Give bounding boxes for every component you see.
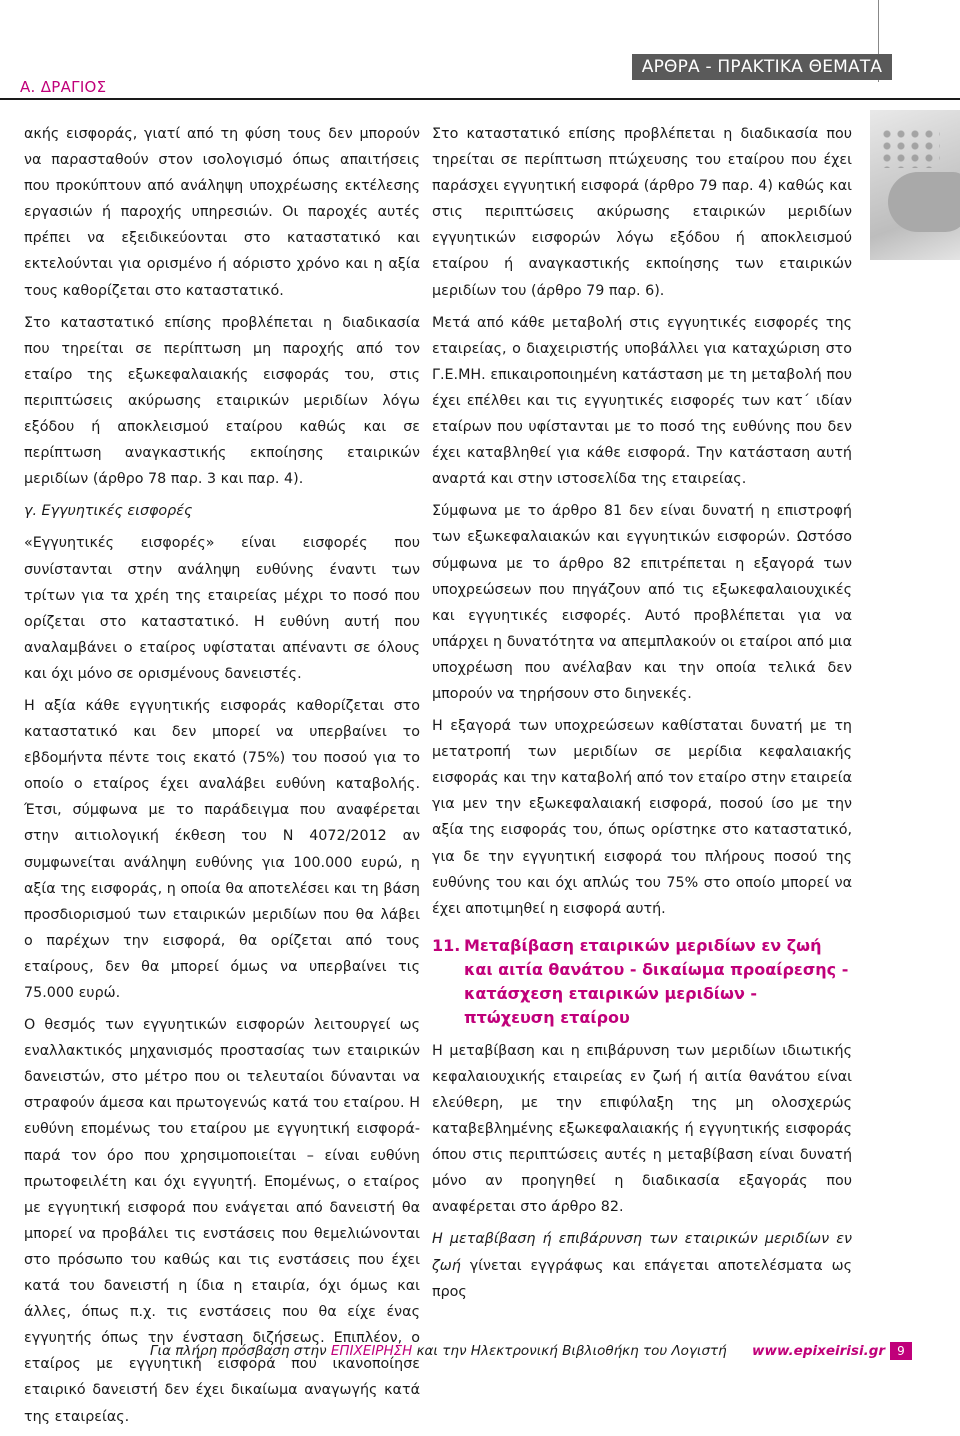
footer-website-link[interactable]: www.epixeirisi.gr xyxy=(752,1343,886,1359)
left-paragraph-4: Η αξία κάθε εγγυητικής εισφοράς καθορίζεται στο καταστατικό και δεν μπορεί να υπερβαίνει το εβδομήντα πέντε τοις εκατό (75%) του ποσού για το οποίο ο εταίρος έχει αναλάβει ευθύνη καταβολής. Έτσι, σύμφωνα με το παράδειγμα που αναφέρεται στην αιτιολογική έκθεση του Ν 4072/2012 αν συμφωνείται ανάληψη ευθύνης για 100.000 ευρώ, η αξία της εισφοράς, η οποία θα αποτελέσει και τη βάση προσδιορισμού των εταιρικών μεριδίων που θα λάβει ο παρέχων την εισφορά, θα ορίζεται από τους εταίρους, δεν θα μπορεί όμως να υπερβαίνει τις 75.000 ευρώ. xyxy=(24,697,420,1001)
left-column xyxy=(24,121,420,1436)
left-paragraph-5: Ο θεσμός των εγγυητικών εισφορών λειτουργεί ως εναλλακτικός μηχανισμός προστασίας των εταιρικών δανειστών, στο μέτρο που οι τελευταίοι δύνανται να στραφούν άμεσα και πρωτογενώς κατά του εταίρου. Η ευθύνη επομένως του εταίρου με εγγυητική εισφορά-παρά τον όρο που χρησιμοποιείται – είναι ευθύνη πρωτοφειλέτη και όχι εγγυητή. Επομένως, ο εταίρος με εγγυητική εισφορά που ενάγεται από δανειστή θα μπορεί να προβάλει τις ενστάσεις που θεμελιώνονται στο πρόσωπο του καθώς και τις ενστάσεις που έχει κατά του δανειστή η ίδια η εταιρία, όχι όμως και άλλες, όπως π.χ. τις ενστάσεις που θα είχε ένας εγγυητής όπως την ένσταση διζήσεως. Επιπλέον, ο εταίρος με εγγυητική εισφορά που ικανοποίησε εταιρικό δανειστή δεν έχει δικαίωμα αναγωγής κατά της εταιρείας. xyxy=(24,1017,420,1425)
section-header-band: ΑΡΘΡΑ - ΠΡΑΚΤΙΚΑ ΘΕΜΑΤΑ xyxy=(632,54,892,80)
calculator-photo xyxy=(870,110,960,260)
section-title: Μεταβίβαση εταιρικών μεριδίων εν ζωή και αιτία θανάτου - δικαίωμα προαίρεσης - κατάσχεση εταιρικών μεριδίων - πτώχευση εταίρου xyxy=(464,935,849,1027)
footer-text xyxy=(150,1340,727,1362)
left-paragraph-2: Στο καταστατικό επίσης προβλέπεται η διαδικασία που τηρείται σε περίπτωση μη παροχής από τον εταίρο της εξωκεφαλαιακής εισφοράς του, στις περιπτώσεις ακύρωσης εταιρικών μεριδίων λόγω εξόδου ή αποκλεισμού εταίρου καθώς και σε περίπτωση αναγκαστικής εκποίησης εταιρικών μεριδίων (άρθρο 78 παρ. 3 και παρ. 4). xyxy=(24,314,420,488)
italic-lead: Η μεταβίβαση ή επιβάρυνση των εταιρικών μεριδίων εν ζωή xyxy=(432,1231,852,1274)
page-footer xyxy=(0,1340,960,1362)
right-column xyxy=(432,121,852,1311)
paragraph-continuation: γίνεται εγγράφως και επάγεται αποτελέσματα ως προς xyxy=(432,1257,852,1300)
right-paragraph-2: Μετά από κάθε μεταβολή στις εγγυητικές εισφορές της εταιρείας, ο διαχειριστής υποβάλλει για καταχώριση στο Γ.Ε.ΜΗ. επικαιροποιημένη κατάσταση με τη μεταβολή που έχει επέλθει και τις εγγυητικές εισφορές των κατ΄ ιδίαν εταίρων που υφίστανται με το ποσό της ευθύνης που δεν έχει καταβληθεί για κάθε εισφορά. Την κατάσταση αυτή αναρτά και στην ιστοσελίδα της εταιρείας. xyxy=(432,314,852,488)
footer-brand: ΕΠΙΧΕΙΡΗΣΗ xyxy=(330,1343,413,1359)
page-number: 9 xyxy=(890,1342,912,1360)
calculator-keys-image xyxy=(880,128,940,168)
right-paragraph-3: Σύμφωνα με το άρθρο 81 δεν είναι δυνατή η επιστροφή των εξωκεφαλαιακών και εγγυητικών εισφορών. Ωστόσο σύμφωνα με το άρθρο 82 επιτρέπεται η εξαγορά των υποχρεώσεων που πηγάζουν από τις εξωκεφαλαιουχικές και εγγυητικές εισφορές. Αυτό προβλέπεται για να υπάρχει η δυνατότητα να απεμπλακούν οι εταίροι από μια υποχρέωση που ανέλαβαν και την οποία τελικά δεν μπορούν να τηρήσουν στο διηνεκές. xyxy=(432,503,852,702)
header-rule xyxy=(0,98,960,100)
right-paragraph-6 xyxy=(432,1226,852,1304)
footer-text-after: και την Ηλεκτρονική Βιβλιοθήκη του Λογιστή xyxy=(412,1343,727,1359)
section-11-heading xyxy=(432,934,852,1030)
right-paragraph-1: Στο καταστατικό επίσης προβλέπεται η διαδικασία που τηρείται σε περίπτωση πτώχευσης του εταίρου που έχει παράσχει εγγυητική εισφορά (άρθρο 79 παρ. 4) καθώς και στις περιπτώσεις ακύρωσης εταιρικών μεριδίων εγγυητικών εισφορών λόγω εξόδου ή αποκλεισμού εταίρου ή αναγκαστικής εκποίησης των εταιρικών μεριδίων του (άρθρο 79 παρ. 6). xyxy=(432,126,852,299)
hand-image xyxy=(888,172,960,232)
right-paragraph-4: Η εξαγορά των υποχρεώσεων καθίσταται δυνατή με τη μετατροπή των μεριδίων σε μερίδια κεφαλαιακής εισφοράς και την καταβολή από τον εταίρο στην εταιρεία για μεν την εξωκεφαλαιακή εισφορά, ποσού ίσο με την αξία της εισφοράς του, όπως ορίστηκε στο καταστατικό, για δε την εγγυητική εισφορά του πλήρους ποσού της ευθύνης του και όχι απλώς του 75% στο οποίο μπορεί να έχει αποτιμηθεί η εισφορά αυτή. xyxy=(432,718,852,917)
left-paragraph-1: ακής εισφοράς, γιατί από τη φύση τους δεν μπορούν να παρασταθούν στον ισολογισμό όπως απαιτήσεις που προκύπτουν από ανάληψη υποχρέωσης εκτέλεσης εργασιών ή παροχής υπηρεσιών. Οι παροχές αυτές πρέπει να εξειδικεύονται στο καταστατικό και εκτελούνται για ορισμένο ή αόριστο χρόνο και η αξία τους καθορίζεται στο καταστατικό. xyxy=(24,126,420,299)
left-paragraph-3: «Εγγυητικές εισφορές» είναι εισφορές που συνίστανται στην ανάληψη ευθύνης έναντι των τρίτων για τα χρέη της εταιρείας μέχρι το ποσό που ορίζεται στο καταστατικό. Η ευθύνη αυτή που αναλαμβάνει ο εταίρος υφίσταται απέναντι σε όλους και όχι μόνο σε ορισμένους δανειστές. xyxy=(24,535,420,682)
footer-text-before: Για πλήρη πρόσβαση στην xyxy=(150,1343,331,1359)
section-number: 11. xyxy=(432,935,461,955)
subheading-guarantee-contributions: γ. Εγγυητικές εισφορές xyxy=(24,503,193,520)
author-name: Α. ΔΡΑΓΙΟΣ xyxy=(20,78,107,96)
right-paragraph-5: Η μεταβίβαση και η επιβάρυνση των μεριδίων ιδιωτικής κεφαλαιουχικής εταιρείας εν ζωή ή αιτία θανάτου είναι ελεύθερη, με την επιφύλαξη της μη ολοσχερώς καταβεβλημένης εξωκεφαλαιακής ή εγγυητικής εισφοράς όπου στις περιπτώσεις αυτές η μεταβίβαση είναι δυνατή μόνο αν προηγηθεί η διαδικασία εξαγοράς που αναφέρεται στο άρθρο 82. xyxy=(432,1042,852,1216)
